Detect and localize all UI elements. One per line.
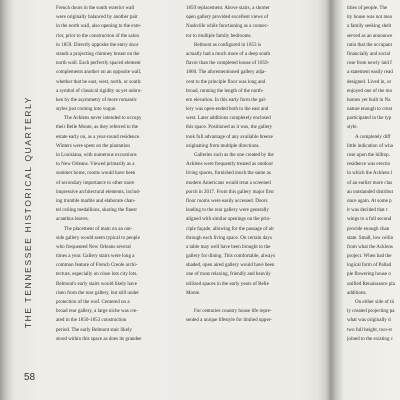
text-line: Belmont's early stairs would likely have (56, 280, 137, 287)
text-line: A completely diff (355, 133, 391, 140)
text-line: ratio that the occupant (347, 41, 392, 48)
text-line: modern Americans would treat a screened (186, 179, 271, 186)
text-line: gallery for dining. This comfortable, always (186, 253, 275, 260)
text-line: On either side of th (355, 299, 394, 305)
text-line: Winters were spent on the plantation (56, 142, 130, 149)
text-line: Nashville while functioning as a connec- (186, 23, 269, 30)
text-line: rose from newly laid f (347, 60, 392, 67)
text-line: of an earlier more clas (347, 179, 393, 186)
text-line: in Louisiana, with numerous excursions (56, 152, 137, 158)
text-line: what was originally d (347, 317, 391, 324)
text-line: ken by the asymmetry of more romantic (56, 96, 138, 103)
text-line: ing trumble marble and elaborate chan- (56, 197, 136, 204)
text-line: stands a projecting chimney breast on the (56, 50, 140, 57)
text-line: who frequented New Orleans several (56, 243, 131, 250)
text-line: protection of the roof. Centered on a (56, 299, 130, 305)
text-line: were originally balanced by another pair (56, 14, 138, 21)
text-line: ated in the 1850-1853 construction (56, 317, 127, 324)
text-line: acanthus leaves. (56, 216, 89, 223)
text-line: 1859 replacement. Above stairs, a shorter (186, 5, 270, 11)
text-line: state. Small, low ceilin (347, 234, 394, 241)
text-line: Monte. (186, 289, 201, 296)
text-line: complements another on an opposite wall, (56, 69, 142, 76)
text-line: The placement of main on an out- (64, 225, 133, 232)
text-line: logical form of Pallad (347, 262, 392, 269)
text-line: rior, prior to the construction of the salon (56, 32, 140, 39)
text-line: French doors in the south exterior wall (56, 5, 135, 11)
text-line: wings to a full second (347, 216, 392, 223)
text-line: in 1859. Directly opposite the entry door (56, 41, 139, 48)
text-line: leading to the rear gallery were generally (186, 207, 269, 214)
text-line: ly created projecting pa (347, 308, 395, 315)
text-line: designed. Lived in, or (347, 78, 392, 85)
text-line: times a year. Gallery stairs were long a (56, 253, 135, 260)
text-line: provide enough chan (347, 225, 390, 232)
text-line: of secondary importance to other more (56, 179, 135, 186)
middle-text-column (186, 4, 310, 326)
text-line: broad, running the length of the north- (186, 87, 264, 94)
text-line: sented a unique lifestyle for limited upper- (186, 317, 272, 324)
text-line: unified Renaissance pla (347, 280, 395, 287)
text-line: in which the Acklens l (347, 170, 393, 177)
text-line: actually had a much more of a deep south (186, 50, 271, 57)
text-line: The Acklens never intended to occupy (64, 115, 142, 122)
text-line: broad rear gallery, a large niche was cre- (56, 308, 138, 315)
text-line: shaded, open aired gallery would have been (186, 262, 275, 269)
text-line: one of most relaxing, friendly and heavily (186, 271, 271, 278)
text-line: took full advantage of any available breeze (186, 133, 273, 140)
right-text-column-cropped (347, 4, 400, 344)
text-line: their Belle Monte, as they referred to the (56, 124, 139, 131)
text-line: aligned with similar openings on the prin- (186, 216, 271, 223)
text-line: a family seeking shelt (347, 23, 392, 30)
text-line: an outstanded distribut (347, 188, 393, 195)
left-text-column (56, 4, 180, 344)
text-line: homes yet built in Na (347, 96, 391, 103)
text-line: floor rooms were easily accessed. Doors (186, 197, 268, 204)
text-line: tecture, especially on close lots city lots. (56, 271, 138, 278)
text-line: enjoyed one of the mo (347, 87, 393, 94)
text-line (186, 298, 310, 307)
text-line: residence was erectio (347, 161, 391, 168)
text-line: lery was open-ended both to the east and (186, 106, 269, 113)
text-line: utilized spaces in the early years of Belle (186, 280, 269, 287)
text-line: a statement easily read (347, 69, 393, 76)
text-line: ern elevation. In this early form the gal- (186, 96, 267, 103)
text-line: nature enough to creat (347, 106, 392, 113)
text-line: ciple façade, allowing for the passage of air (186, 225, 275, 232)
text-line: tel ceiling medallions, sharing the finest (56, 207, 137, 214)
text-line: Galleries such as the one created by the (194, 152, 274, 158)
text-line: open gallery provided excellent views of (186, 14, 269, 21)
text-line: financially and social (347, 50, 391, 57)
text-line: flavor than the completed house of 1859- (186, 60, 270, 67)
text-line: tor to multiple family bedrooms. (186, 32, 252, 39)
text-line: this space. Positioned as it was, the gallery (186, 124, 273, 131)
text-line: served as an announce (347, 32, 393, 39)
text-line: side gallery would seem typical to people (56, 234, 140, 241)
text-line: living spaces, furnished much the same as (186, 170, 271, 177)
text-line: to New Orleans. Viewed primarily as a (56, 161, 135, 168)
text-line: west. Later additions completely enclosed (186, 115, 271, 122)
text-line: two full height, two-st (347, 326, 392, 333)
text-line: ity house was not mea (347, 14, 392, 21)
text-line: risen from the rear gallery, but still under (56, 289, 139, 296)
text-line: whether that be east, west, north, or south: (56, 78, 142, 85)
text-line: it was decided that t (347, 207, 388, 214)
text-line: through each living space. On certain days (186, 234, 272, 241)
text-line: porch in 2017. From this gallery major first (186, 188, 274, 195)
text-line: participated in the typ (347, 115, 392, 122)
text-line: a symbol of classical rigidity as yet unbro- (56, 87, 142, 94)
text-line: period. The early Belmont stair likely (56, 326, 132, 333)
text-line: little indication of wha (347, 142, 393, 149)
text-line: originating from multiple directions. (186, 142, 260, 149)
text-line: Acklens were frequently treated as outdoor (186, 161, 274, 168)
text-line: once again. At some p (347, 197, 392, 204)
text-line: stood within this space as does its grandee (56, 335, 142, 342)
text-line: north wall. Each perfectly spaced element (56, 60, 141, 67)
text-line: 1860. The aforementioned gallery adja- (186, 69, 266, 76)
text-line: estate early on, as a year-round residence. (56, 133, 141, 140)
text-line: tities of people. The (347, 5, 388, 11)
text-line: a table may well have been brought to the (186, 243, 271, 250)
text-line: from what the Acklens (347, 243, 393, 250)
text-line: common feature of French Creole archi- (56, 262, 138, 269)
text-line: joined to the existing c (347, 335, 393, 342)
text-line: additions. (347, 289, 367, 296)
text-line: in the north wall, also opening to the exte- (56, 23, 142, 30)
text-line: ple flowering house o (347, 271, 391, 278)
text-line: summer home, rooms would have been (56, 170, 136, 177)
page-number: 58 (24, 372, 36, 383)
text-line: rose upon the hilltop. (347, 152, 390, 158)
text-line: style. (347, 124, 358, 131)
text-line: For centuries country house life repre- (194, 308, 272, 315)
journal-title: THE TENNESSEE HISTORICAL QUARTERLY (23, 95, 33, 329)
text-line: project. When had the (347, 253, 392, 260)
text-line: Belmont as configured in 1853 is (194, 41, 262, 48)
text-line: impressive architectural elements, includ- (56, 188, 141, 195)
text-line: styles just coming into vogue. (56, 106, 117, 113)
text-line: cent to the principle floor was long and (186, 78, 266, 85)
